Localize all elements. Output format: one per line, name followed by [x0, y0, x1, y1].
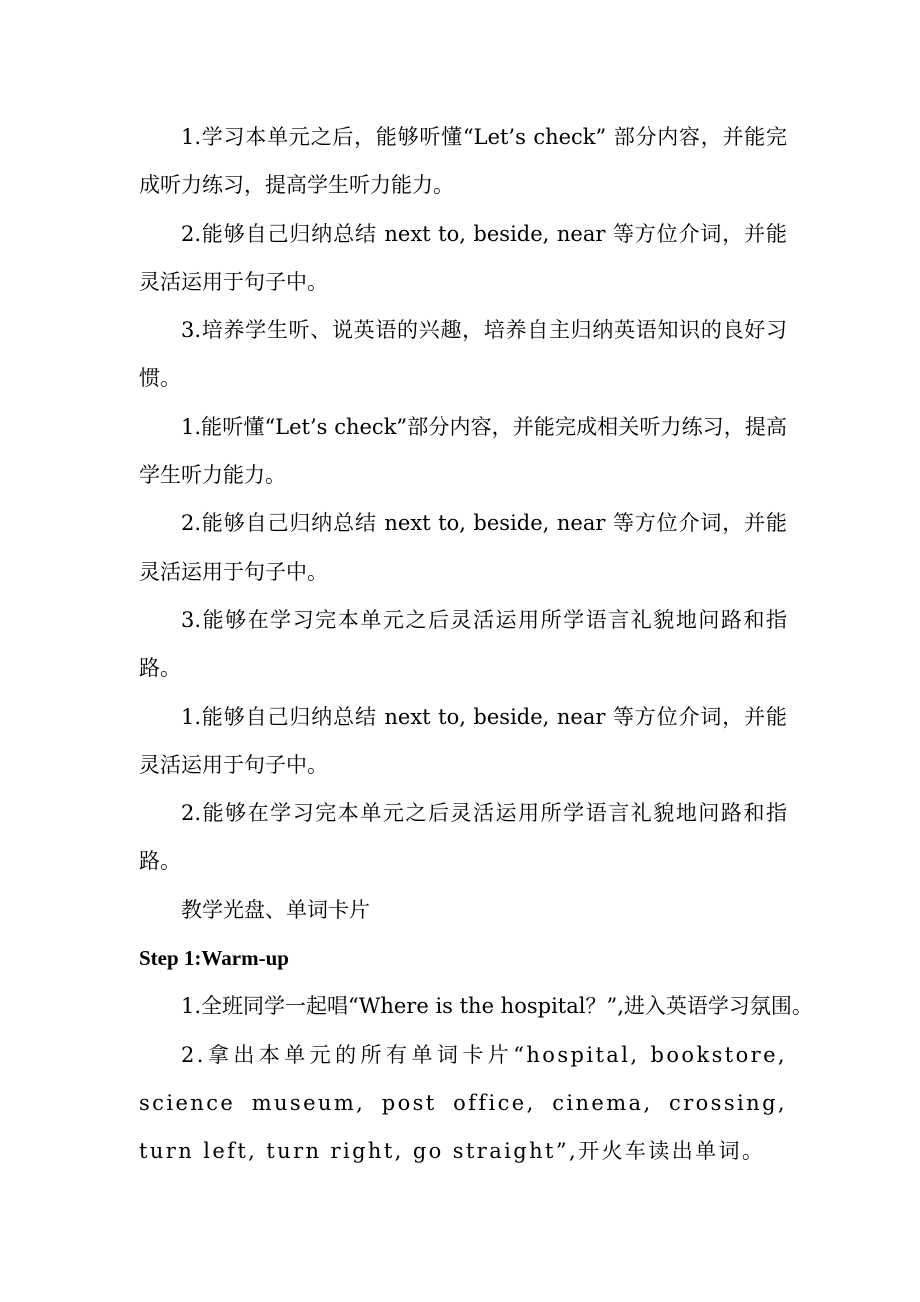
key-point-paragraph: 3.能够在学习完本单元之后灵活运用所学语言礼貌地问路和指路。 — [139, 607, 787, 681]
objective-paragraph: 2.能够自己归纳总结 next to, beside, near 等方位介词，并能灵活运用于句子中。 — [139, 221, 787, 294]
difficult-point-paragraph: 1.能够自己归纳总结 next to, beside, near 等方位介词，并能灵活运用于句子中。 — [139, 704, 787, 777]
objective-paragraph: 3.培养学生听、说英语的兴趣，培养自主归纳英语知识的良好习惯。 — [139, 318, 787, 391]
key-point-paragraph: 2.能够自己归纳总结 next to, beside, near 等方位介词，并能灵活运用于句子中。 — [139, 511, 787, 584]
objective-paragraph: 1.学习本单元之后，能够听懂“Let’s check” 部分内容，并能完成听力练习，提高学生听力能力。 — [139, 125, 787, 198]
teaching-materials: 教学光盘、单词卡片 — [181, 897, 370, 922]
key-point-paragraph: 1.能听懂“Let’s check”部分内容，并能完成相关听力练习，提高学生听力能力。 — [139, 414, 787, 488]
step-item: 1.全班同学一起唱“Where is the hospital？”,进入英语学习氛围。 — [181, 994, 813, 1019]
step-heading: Step 1:Warm-up — [139, 946, 289, 971]
step-item: 2.拿出本单元的所有单词卡片“hospital, bookstore, science museum, post office, cinema, crossing, turn left, turn right, go straight”,开火车读出单词。 — [139, 1042, 787, 1164]
document-body — [139, 113, 813, 1176]
difficult-point-paragraph: 2.能够在学习完本单元之后灵活运用所学语言礼貌地问路和指路。 — [139, 801, 787, 874]
